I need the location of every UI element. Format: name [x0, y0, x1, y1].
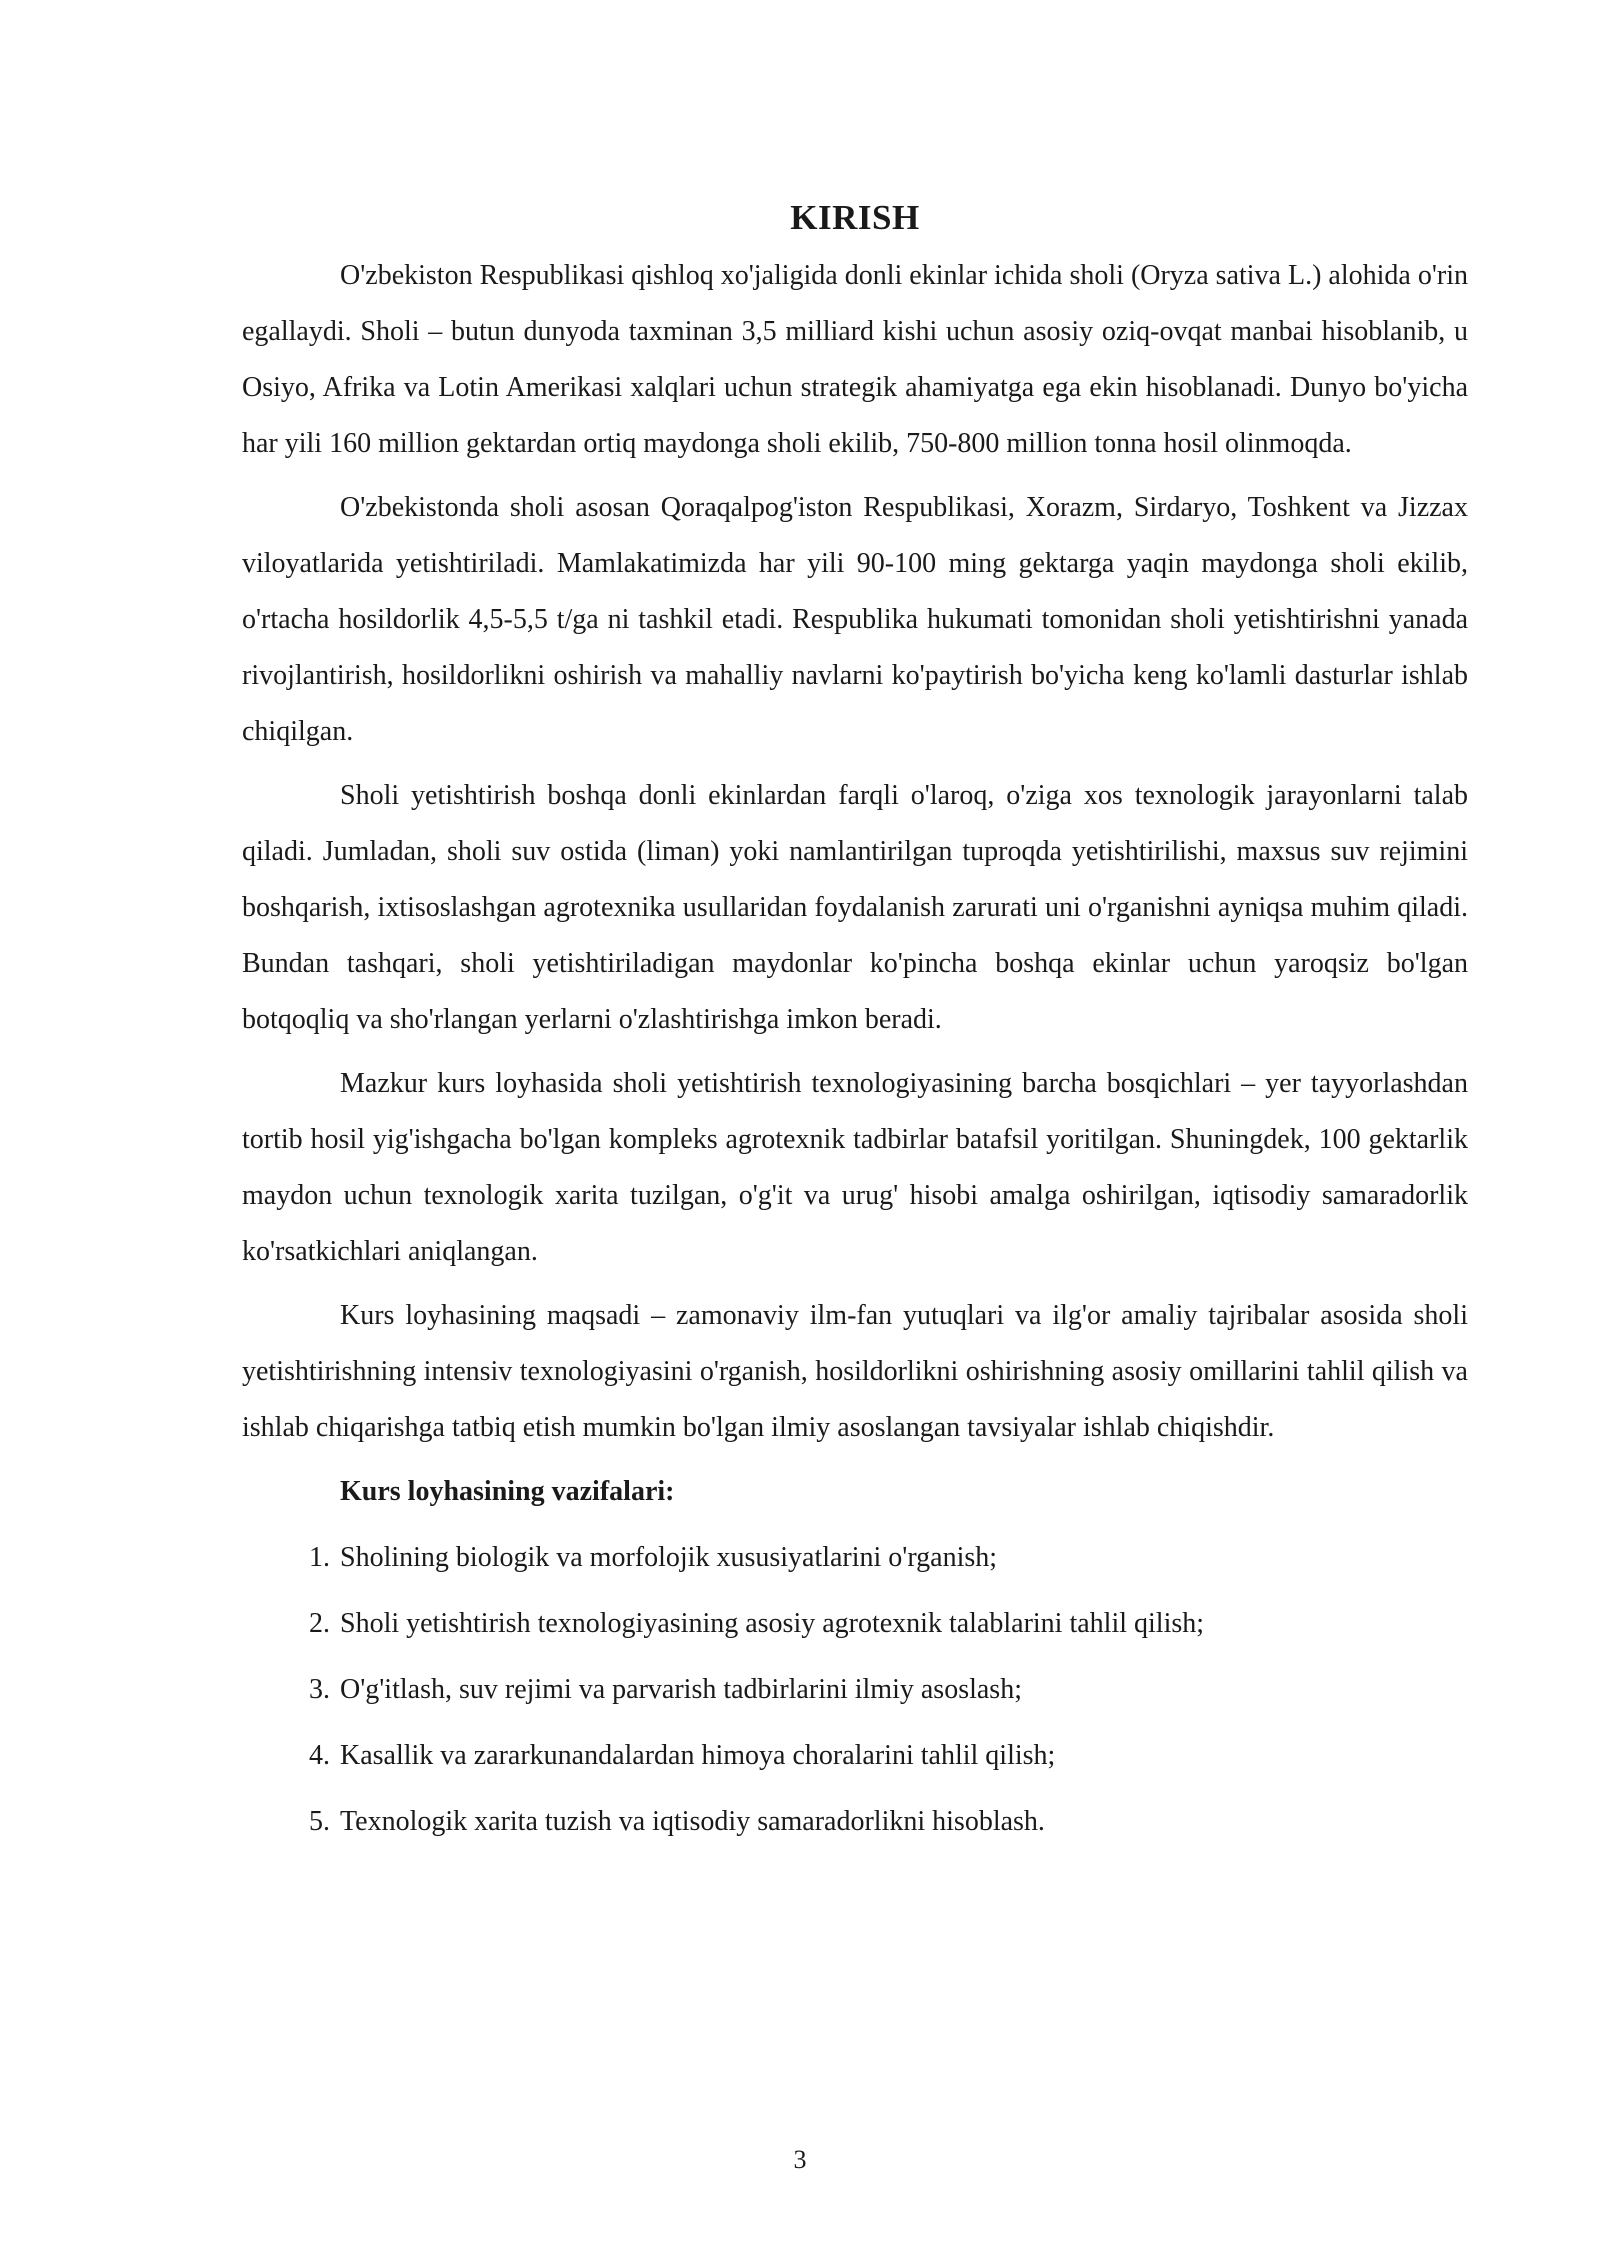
paragraph-3: Sholi yetishtirish boshqa donli ekinlardan farqli o'laroq, o'ziga xos texnologik jarayonlarni talab qiladi. Jumladan, sholi suv ostida (liman) yoki namlantirilgan tuproqda yetishtirilishi, maxsus suv rejimini boshqarish, ixtisoslashgan agrotexnika usullaridan foydalanish zarurati uni o'rganishni ayniqsa muhim qiladi. Bundan tashqari, sholi yetishtiriladigan maydonlar ko'pincha boshqa ekinlar uchun yaroqsiz bo'lgan botqoqliq va sho'rlangan yerlarni o'zlashtirishga imkon beradi.: [242, 780, 1468, 1035]
paragraph-4: Mazkur kurs loyhasida sholi yetishtirish texnologiyasining barcha bosqichlari – yer tayyorlashdan tortib hosil yig'ishgacha bo'lgan kompleks agrotexnik tadbirlar batafsil yoritilgan. Shuningdek, 100 gektarlik maydon uchun texnologik xarita tuzilgan, o'g'it va urug' hisobi amalga oshirilgan, iqtisodiy samaradorlik ko'rsatkichlari aniqlangan.: [242, 1068, 1468, 1267]
list-item: [242, 1794, 1468, 1850]
list-item: [242, 1596, 1468, 1652]
page-number: 3: [793, 2145, 807, 2174]
page-content: [242, 190, 1468, 1860]
list-item: [242, 1662, 1468, 1718]
list-item-number: 3.: [309, 1674, 330, 1705]
list-item-number: 5.: [309, 1806, 330, 1837]
list-item-text: O'g'itlash, suv rejimi va parvarish tadbirlarini ilmiy asoslash;: [340, 1674, 1022, 1705]
paragraph-5: Kurs loyhasining maqsadi – zamonaviy ilm-fan yutuqlari va ilg'or amaliy tajribalar asosida sholi yetishtirishning intensiv texnologiyasini o'rganish, hosildorlikni oshirishning asosiy omillarini tahlil qilish va ishlab chiqarishga tatbiq etish mumkin bo'lgan ilmiy asoslangan tavsiyalar ishlab chiqishdir.: [242, 1300, 1468, 1443]
list-item-number: 4.: [309, 1740, 330, 1771]
list-item: [242, 1530, 1468, 1586]
list-item-text: Texnologik xarita tuzish va iqtisodiy samaradorlikni hisoblash.: [340, 1806, 1045, 1837]
task-list: [242, 1530, 1468, 1850]
list-item-text: Sholining biologik va morfolojik xususiyatlarini o'rganish;: [340, 1542, 998, 1573]
paragraph-1: O'zbekiston Respublikasi qishloq xo'jaligida donli ekinlar ichida sholi (Oryza sativa L.) alohida o'rin egallaydi. Sholi – butun dunyoda taxminan 3,5 milliard kishi uchun asosiy oziq-ovqat manbai hisoblanib, u Osiyo, Afrika va Lotin Amerikasi xalqlari uchun strategik ahamiyatga ega ekin hisoblanadi. Dunyo bo'yicha har yili 160 million gektardan ortiq maydonga sholi ekilib, 750-800 million tonna hosil olinmoqda.: [242, 260, 1468, 459]
list-item-number: 1.: [309, 1542, 330, 1573]
paragraph-2: O'zbekistonda sholi asosan Qoraqalpog'iston Respublikasi, Xorazm, Sirdaryo, Toshkent va Jizzax viloyatlarida yetishtiriladi. Mamlakatimizda har yili 90-100 ming gektarga yaqin maydonga sholi ekilib, o'rtacha hosildorlik 4,5-5,5 t/ga ni tashkil etadi. Respublika hukumati tomonidan sholi yetishtirishni yanada rivojlantirish, hosildorlikni oshirish va mahalliy navlarni ko'paytirish bo'yicha keng ko'lamli dasturlar ishlab chiqilgan.: [242, 492, 1468, 747]
tasks-heading: Kurs loyhasining vazifalari:: [340, 1476, 675, 1507]
list-item: [242, 1728, 1468, 1784]
list-item-number: 2.: [309, 1608, 330, 1639]
list-item-text: Sholi yetishtirish texnologiyasining asosiy agrotexnik talablarini tahlil qilish;: [340, 1608, 1205, 1639]
list-item-text: Kasallik va zararkunandalardan himoya choralarini tahlil qilish;: [340, 1740, 1056, 1771]
page-title: KIRISH: [790, 198, 920, 237]
